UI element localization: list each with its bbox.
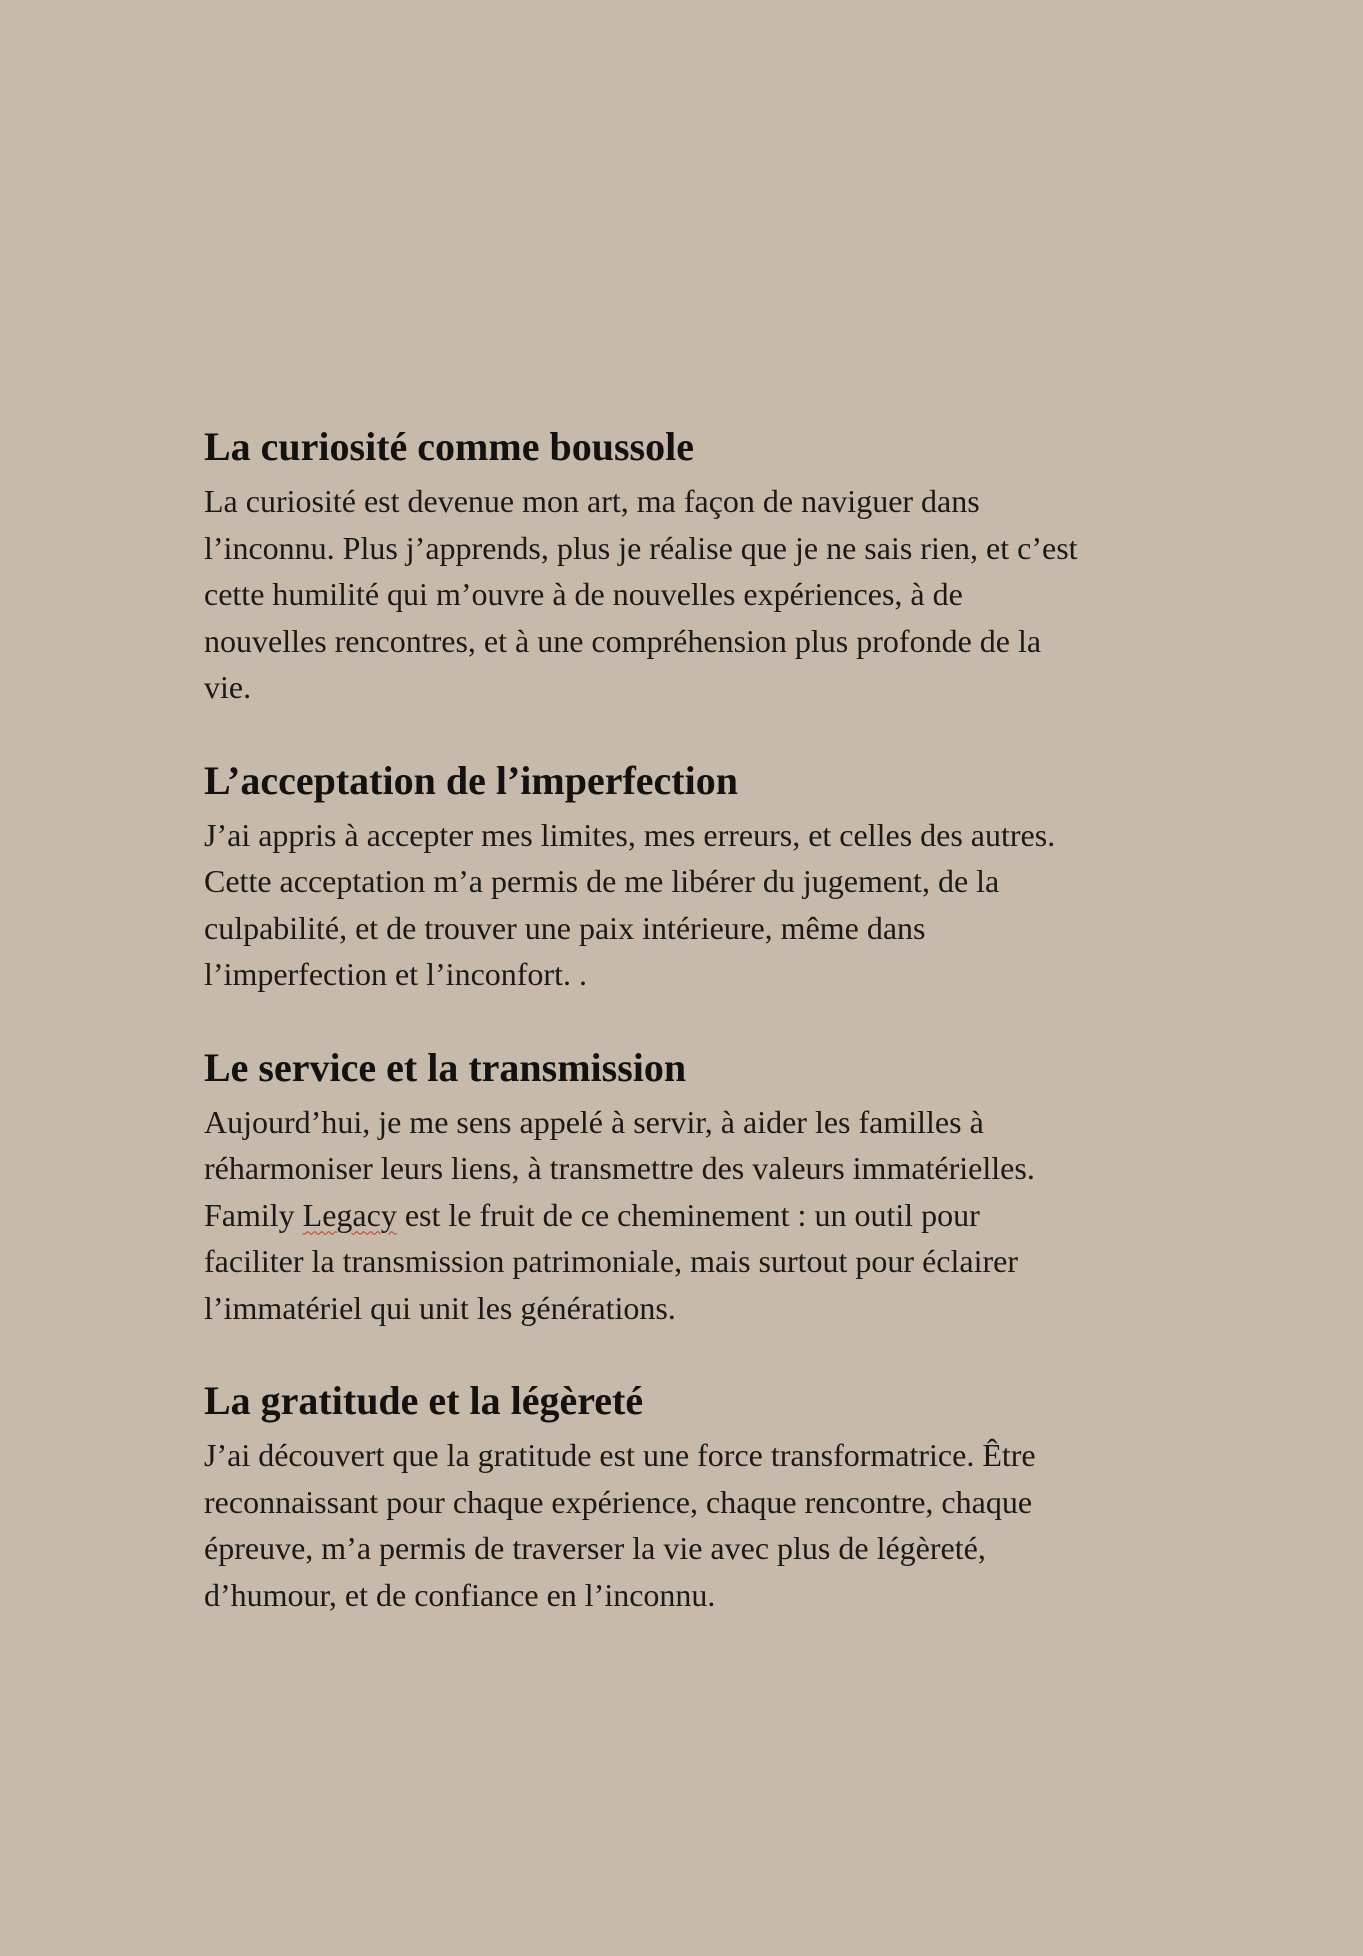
paragraph-line: culpabilité, et de trouver une paix intérieure, même dans — [204, 909, 926, 946]
paragraph-line: l’inconnu. Plus j’apprends, plus je réalise que je ne sais rien, et c’est — [204, 529, 1078, 566]
paragraph-line: faciliter la transmission patrimoniale, mais surtout pour éclairer — [204, 1243, 1018, 1279]
paragraph-line: d’humour, et de confiance en l’inconnu. — [204, 1576, 716, 1613]
section-acceptation — [204, 754, 1194, 998]
paragraph-line: Aujourd’hui, je me sens appelé à servir, à aider les familles à — [204, 1103, 984, 1140]
paragraph-line: La curiosité est devenue mon art, ma façon de naviguer dans — [204, 483, 980, 519]
line-text: Family — [204, 1196, 303, 1233]
section-heading: Le service et la transmission — [204, 1044, 687, 1090]
section-paragraph — [204, 1099, 1194, 1332]
paragraph-line: J’ai appris à accepter mes limites, mes erreurs, et celles des autres. — [204, 816, 1056, 853]
section-gratitude — [204, 1374, 1194, 1618]
paragraph-line: épreuve, m’a permis de traverser la vie avec plus de légèreté, — [204, 1530, 986, 1566]
paragraph-line: cette humilité qui m’ouvre à de nouvelles expériences, à de — [204, 576, 963, 612]
section-paragraph — [204, 812, 1194, 998]
section-heading: La curiosité comme boussole — [204, 424, 694, 469]
section-curiosite — [204, 420, 1194, 711]
paragraph-line: nouvelles rencontres, et à une compréhension plus profonde de la — [204, 622, 1042, 659]
section-paragraph — [204, 1432, 1194, 1618]
document-body — [204, 420, 1194, 1661]
paragraph-line: reconnaissant pour chaque expérience, chaque rencontre, chaque — [204, 1483, 1033, 1520]
section-heading: La gratitude et la légèreté — [204, 1378, 644, 1423]
paragraph-line: réharmoniser leurs liens, à transmettre des valeurs immatérielles. — [204, 1150, 1035, 1186]
paragraph-line: J’ai découvert que la gratitude est une force transformatrice. Être — [204, 1437, 1036, 1473]
section-service — [204, 1041, 1194, 1332]
paragraph-line: vie. — [204, 669, 252, 705]
paragraph-line: l’immatériel qui unit les générations. — [204, 1289, 676, 1326]
spellcheck-flagged-word[interactable]: Legacy — [302, 1196, 397, 1233]
section-paragraph — [204, 478, 1194, 711]
paragraph-line: l’imperfection et l’inconfort. . — [204, 956, 587, 992]
paragraph-line — [204, 1192, 1194, 1239]
section-heading: L’acceptation de l’imperfection — [204, 757, 738, 803]
line-text: est le fruit de ce cheminement : un outil pour — [396, 1196, 980, 1233]
paragraph-line: Cette acceptation m’a permis de me libérer du jugement, de la — [204, 863, 1000, 899]
